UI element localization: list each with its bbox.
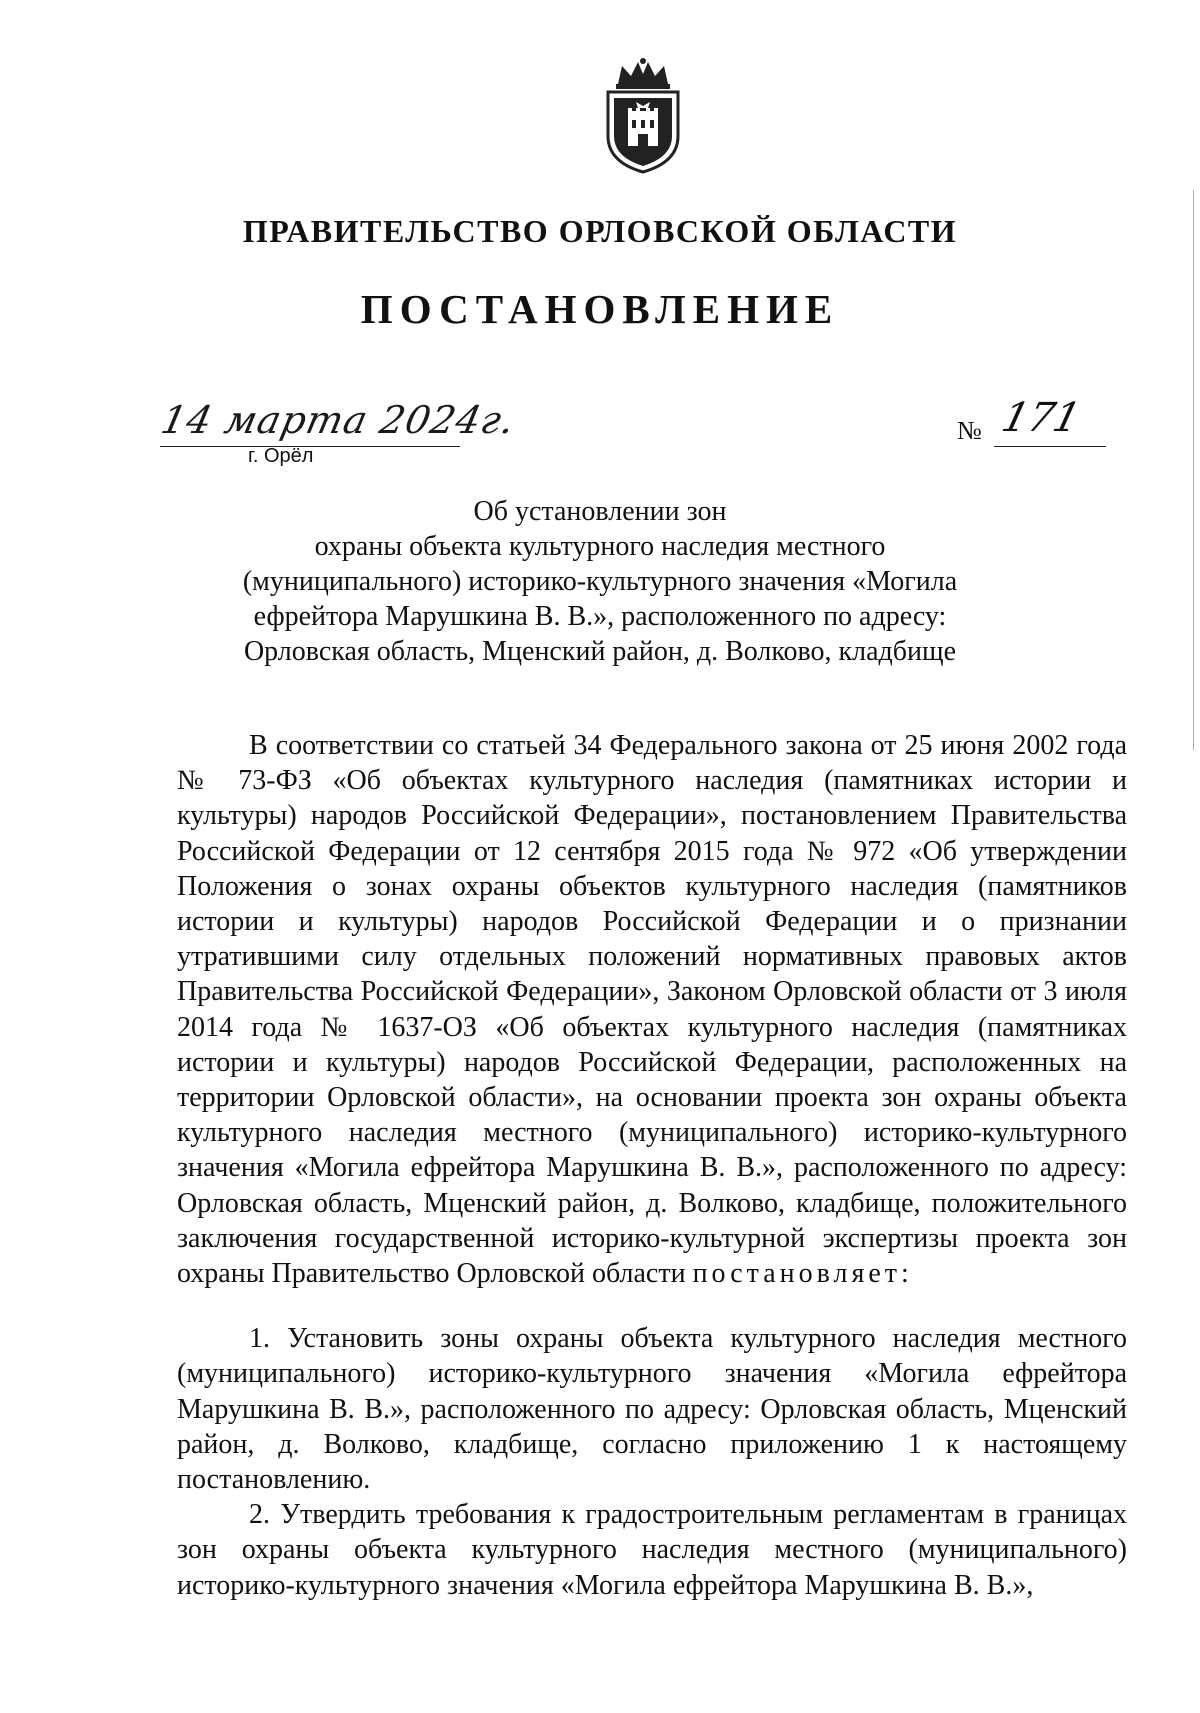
subject-line: (муниципального) историко-культурного значения «Могила	[242, 566, 958, 597]
resolution-word: постановляет:	[692, 1258, 913, 1290]
number-underline	[994, 446, 1106, 447]
preamble-text: В соответствии со статьей 34 Федерального закона от 25 июня 2002 года № 73-ФЗ «Об объектах культурного наследия (памятниках истории и культуры) народов Российской Федерации», постановлением Правительства Российской Федерации от 12 сентября 2015 года № 972 «Об утверждении Положения о зонах охраны объектов культурного наследия (памятников истории и культуры) народов Российской Федерации и о признании утратившими силу отдельных положений нормативных правовых актов Правительства Российской Федерации», Законом Орловской области от 3 июля 2014 года № 1637-ОЗ «Об объектах культурного наследия (памятниках истории и культуры) народов Российской Федерации, расположенных на территории Орловской области», на основании проекта зон охраны объекта культурного наследия местного (муниципального) историко-культурного значения «Могила ефрейтора Марушкина В. В.», расположенного по адресу: Орловская область, Мценский район, д. Волково, кладбище, положительного заключения государственной историко-культурной экспертизы проекта зон охраны Правительство Орловской области	[177, 730, 1127, 1290]
subject-line: Орловская область, Мценский район, д. Волково, кладбище	[243, 636, 957, 667]
item-paragraph-1: 1. Установить зоны охраны объекта культурного наследия местного (муниципального) историко-культурного значения «Могила ефрейтора Марушкина В. В.», расположенного по адресу: Орловская область, Мценский район, д. Волково, кладбище, согласно приложению 1 к настоящему постановлению.	[177, 1323, 1127, 1496]
handwritten-number: 171	[997, 395, 1086, 441]
document-body	[177, 728, 1127, 1603]
subject-line: ефрейтора Марушкина В. В.», расположенного по адресу:	[253, 601, 947, 632]
scan-edge-line	[1193, 190, 1194, 750]
city-label: г. Орёл	[248, 445, 314, 467]
coat-of-arms-icon	[598, 58, 688, 176]
subject-line: охраны объекта культурного наследия местного	[314, 531, 886, 562]
handwritten-date: 14 марта 2024г.	[157, 398, 520, 442]
preamble-paragraph	[177, 728, 1127, 1291]
government-title: ПРАВИТЕЛЬСТВО ОРЛОВСКОЙ ОБЛАСТИ	[242, 213, 958, 249]
item-paragraph-2: 2. Утвердить требования к градостроительным регламентам в границах зон охраны объекта культурного наследия местного (муниципального) историко-культурного значения «Могила ефрейтора Марушкина В. В.»,	[177, 1499, 1127, 1601]
document-type-title: ПОСТАНОВЛЕНИЕ	[360, 286, 840, 332]
number-sign: №	[957, 416, 982, 445]
document-subject	[240, 494, 960, 669]
subject-line: Об установлении зон	[473, 496, 727, 527]
